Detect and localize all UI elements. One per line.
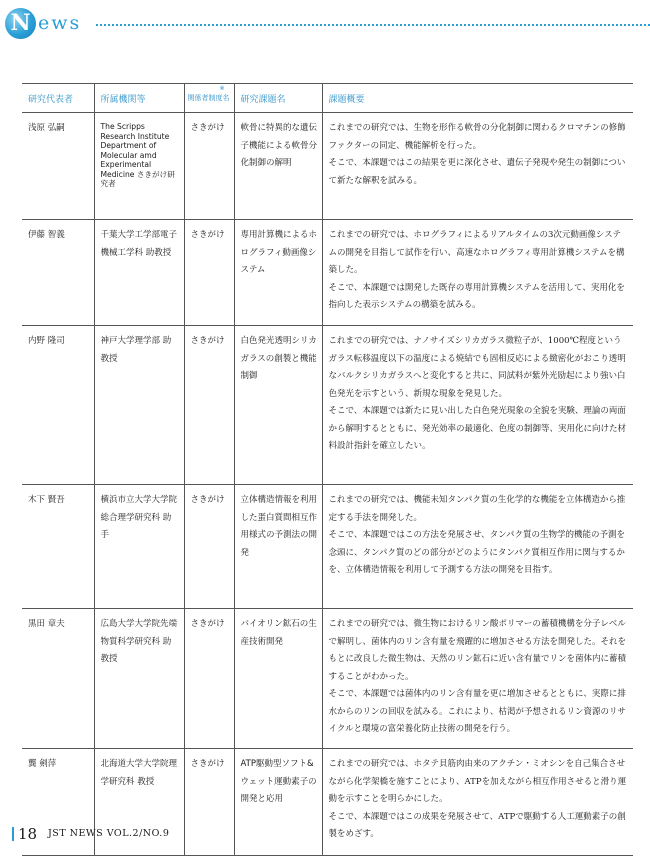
- summary-paragraph: これまでの研究では、ホログラフィによるリアルタイムの3次元動画像システムの開発を目指して試作を行い、高速なホログラフィ専用計算機システムを構築した。: [328, 230, 625, 275]
- col-header-program-label: 関係者制度名: [187, 94, 230, 102]
- table-row: [22, 220, 633, 326]
- note-mark: ※: [219, 85, 225, 92]
- col-header-representative: 研究代表者: [22, 84, 94, 113]
- project-title: 軟骨に特異的な遺伝子機能による軟骨分化制御の解明: [234, 113, 322, 220]
- summary-paragraph: そこで、本課題では開発した既存の専用計算機システムを活用して、実用化を指向した表示システムの構築を試みる。: [328, 282, 625, 310]
- project-title: バイオリン鉱石の生産技術開発: [234, 609, 322, 749]
- journal-name: JST NEWS VOL.2/NO.9: [48, 828, 170, 839]
- program-name: さきがけ: [184, 326, 234, 485]
- representative-name: 浅原 弘嗣: [22, 113, 94, 220]
- affiliation: The Scripps Research Institute Department of Molecular amd Experimental Medicine さきがけ研究者: [94, 113, 184, 220]
- program-name: さきがけ: [184, 609, 234, 749]
- project-summary: [322, 113, 633, 220]
- program-name: さきがけ: [184, 485, 234, 609]
- project-summary: [322, 749, 633, 856]
- representative-name: 龔 剣萍: [22, 749, 94, 856]
- summary-paragraph: これまでの研究では、ホタテ貝筋肉由来のアクチン・ミオシンを自己集合させながら化学架橋を施すことにより、ATPを加えながら相互作用させると滑り運動を示すことを明らかにした。: [328, 759, 627, 804]
- program-name: さきがけ: [184, 113, 234, 220]
- table-row: [22, 326, 633, 485]
- affiliation: 広島大学大学院先端物質科学研究科 助教授: [94, 609, 184, 749]
- col-header-title: 研究課題名: [234, 84, 322, 113]
- summary-paragraph: これまでの研究では、機能未知タンパク質の生化学的な機能を立体構造から推定する手法を開発した。: [328, 495, 626, 523]
- representative-name: 内野 隆司: [22, 326, 94, 485]
- project-title: ATP駆動型ソフト&ウェット運動素子の開発と応用: [234, 749, 322, 856]
- project-summary: [322, 326, 633, 485]
- page-header: [0, 0, 650, 50]
- news-logo-badge: N: [5, 8, 36, 39]
- summary-paragraph: そこで、本課題ではこの方法を発展させ、タンパク質の生物学的機能の予測を念頭に、タンパク質のどの部分がどのようにタンパク質相互作用に関与するかを、立体構造情報を利用して予測する方法の開発を目指す。: [328, 530, 625, 575]
- project-title: 立体構造情報を利用した蛋白質間相互作用様式の予測法の開発: [234, 485, 322, 609]
- affiliation: 横浜市立大学大学院総合理学研究科 助手: [94, 485, 184, 609]
- footer-accent-bar: [12, 827, 14, 841]
- page-footer: [12, 825, 312, 843]
- project-summary: [322, 220, 633, 326]
- page-number: 18: [18, 825, 38, 843]
- affiliation: 北海道大学大学院理学研究科 教授: [94, 749, 184, 856]
- table-row: [22, 609, 633, 749]
- summary-paragraph: そこで、本課題では新たに見い出した白色発光現象の全貌を実験、理論の両面から解明するとともに、発光効率の最適化、色度の制御等、実用化に向けた材料設計指針を確立したい。: [328, 406, 627, 451]
- summary-paragraph: そこで、本課題ではこの成果を発展させて、ATPで駆動する人工運動素子の創製をめざす。: [328, 811, 626, 839]
- summary-paragraph: そこで、本課題ではこの結果を更に深化させ、遺伝子発現や発生の制御について新たな解釈を試みる。: [328, 158, 626, 186]
- table-header-row: [22, 84, 633, 113]
- affiliation: 千葉大学工学部電子機械工学科 助教授: [94, 220, 184, 326]
- col-header-program: [184, 84, 234, 113]
- affiliation: 神戸大学理学部 助教授: [94, 326, 184, 485]
- col-header-summary: 課題概要: [322, 84, 633, 113]
- representative-name: 木下 賢吾: [22, 485, 94, 609]
- summary-paragraph: そこで、本課題では菌体内のリン含有量を更に増加させるとともに、実際に排水からのリンの回収を試みる。これにより、枯渇が予想されるリン資源のリサイクルと環境の富栄養化防止技術の開発を行う。: [328, 689, 626, 734]
- table-row: [22, 485, 633, 609]
- project-title: 専用計算機によるホログラフィ動画像システム: [234, 220, 322, 326]
- representative-name: 伊藤 智義: [22, 220, 94, 326]
- grant-table: [22, 83, 633, 856]
- table-row: [22, 113, 633, 220]
- col-header-affiliation: 所属機関等: [94, 84, 184, 113]
- representative-name: 黒田 章夫: [22, 609, 94, 749]
- project-summary: [322, 609, 633, 749]
- program-name: さきがけ: [184, 749, 234, 856]
- summary-paragraph: これまでの研究では、微生物におけるリン酸ポリマーの蓄積機構を分子レベルで解明し、菌体内のリン含有量を飛躍的に増加させる方法を開発した。それをもとに改良した微生物は、天然のリン鉱石に近い含有量でリンを菌体内に蓄積することがわかった。: [328, 619, 627, 682]
- summary-paragraph: これまでの研究では、生物を形作る軟骨の分化制御に関わるクロマチンの修飾ファクターの同定、機能解析を行った。: [328, 123, 626, 151]
- header-dotted-rule: [96, 24, 650, 26]
- project-summary: [322, 485, 633, 609]
- news-logo-text: ews: [38, 12, 82, 34]
- project-title: 白色発光透明シリカガラスの創製と機能制御: [234, 326, 322, 485]
- program-name: さきがけ: [184, 220, 234, 326]
- summary-paragraph: これまでの研究では、ナノサイズシリカガラス微粒子が、1000℃程度というガラス転移温度以下の温度による焼結でも固相反応による緻密化がおこり透明なバルクシリカガラスへと変化すると共に、同試料が紫外光励起により強い白色発光を示すという、新規な現象を発見した。: [328, 336, 626, 399]
